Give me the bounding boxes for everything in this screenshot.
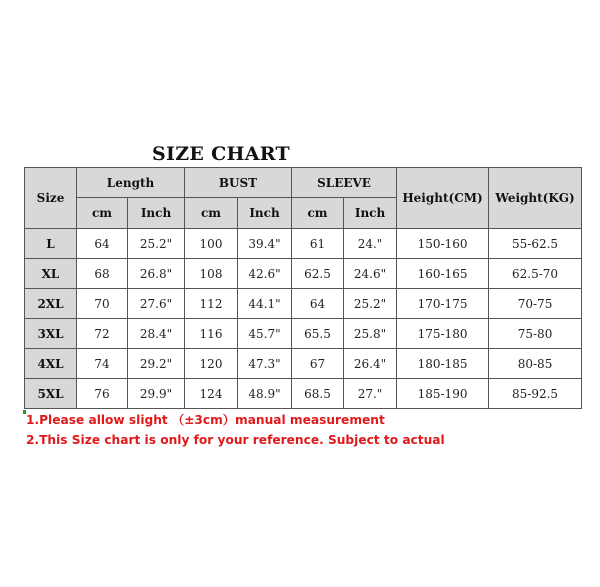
bust-cm-value: 124	[185, 379, 238, 409]
bust-cm-value: 108	[185, 259, 238, 289]
size-label: XL	[25, 259, 77, 289]
note-measurement: 1.Please allow slight （±3cm）manual measurement	[26, 413, 385, 427]
header-size: Size	[25, 168, 77, 229]
length-inch-value: 27.6"	[128, 289, 185, 319]
height-value: 175-180	[397, 319, 489, 349]
weight-value: 85-92.5	[489, 379, 582, 409]
weight-value: 55-62.5	[489, 229, 582, 259]
green-marker	[23, 410, 26, 414]
height-value: 185-190	[397, 379, 489, 409]
weight-value: 70-75	[489, 289, 582, 319]
sleeve-cm-value: 65.5	[292, 319, 344, 349]
length-inch-value: 29.2"	[128, 349, 185, 379]
bust-inch-value: 44.1"	[238, 289, 292, 319]
bust-inch-value: 47.3"	[238, 349, 292, 379]
size-label: 3XL	[25, 319, 77, 349]
table-row	[25, 259, 582, 289]
length-inch-value: 25.2"	[128, 229, 185, 259]
header-row-groups	[25, 168, 582, 198]
sleeve-cm-value: 61	[292, 229, 344, 259]
header-height: Height(CM)	[397, 168, 489, 229]
length-cm-value: 70	[77, 289, 128, 319]
length-cm-value: 76	[77, 379, 128, 409]
table-row	[25, 379, 582, 409]
size-label: 4XL	[25, 349, 77, 379]
size-label: 2XL	[25, 289, 77, 319]
length-cm-value: 64	[77, 229, 128, 259]
header-length-cm: cm	[77, 198, 128, 229]
sleeve-cm-value: 68.5	[292, 379, 344, 409]
sleeve-cm-value: 67	[292, 349, 344, 379]
size-notes	[26, 410, 445, 450]
bust-cm-value: 100	[185, 229, 238, 259]
height-value: 180-185	[397, 349, 489, 379]
table-row	[25, 289, 582, 319]
bust-inch-value: 42.6"	[238, 259, 292, 289]
length-cm-value: 72	[77, 319, 128, 349]
height-value: 160-165	[397, 259, 489, 289]
table-row	[25, 229, 582, 259]
header-length: Length	[77, 168, 185, 198]
size-label: L	[25, 229, 77, 259]
height-value: 170-175	[397, 289, 489, 319]
bust-inch-value: 48.9"	[238, 379, 292, 409]
weight-value: 75-80	[489, 319, 582, 349]
header-weight: Weight(KG)	[489, 168, 582, 229]
table-row	[25, 349, 582, 379]
header-sleeve: SLEEVE	[292, 168, 397, 198]
length-inch-value: 28.4"	[128, 319, 185, 349]
header-bust: BUST	[185, 168, 292, 198]
sleeve-cm-value: 64	[292, 289, 344, 319]
sleeve-inch-value: 24.6"	[344, 259, 397, 289]
weight-value: 80-85	[489, 349, 582, 379]
length-inch-value: 29.9"	[128, 379, 185, 409]
bust-cm-value: 116	[185, 319, 238, 349]
header-sleeve-cm: cm	[292, 198, 344, 229]
header-sleeve-inch: Inch	[344, 198, 397, 229]
size-label: 5XL	[25, 379, 77, 409]
note-reference: 2.This Size chart is only for your reference. Subject to actual	[26, 433, 445, 447]
size-chart-title: SIZE CHART	[152, 143, 290, 165]
sleeve-inch-value: 24."	[344, 229, 397, 259]
length-cm-value: 68	[77, 259, 128, 289]
size-chart-table	[24, 167, 582, 409]
height-value: 150-160	[397, 229, 489, 259]
bust-inch-value: 45.7"	[238, 319, 292, 349]
sleeve-inch-value: 26.4"	[344, 349, 397, 379]
header-bust-inch: Inch	[238, 198, 292, 229]
sleeve-inch-value: 25.8"	[344, 319, 397, 349]
bust-cm-value: 112	[185, 289, 238, 319]
sleeve-cm-value: 62.5	[292, 259, 344, 289]
header-length-inch: Inch	[128, 198, 185, 229]
length-cm-value: 74	[77, 349, 128, 379]
sleeve-inch-value: 25.2"	[344, 289, 397, 319]
bust-inch-value: 39.4"	[238, 229, 292, 259]
weight-value: 62.5-70	[489, 259, 582, 289]
length-inch-value: 26.8"	[128, 259, 185, 289]
header-bust-cm: cm	[185, 198, 238, 229]
bust-cm-value: 120	[185, 349, 238, 379]
table-row	[25, 319, 582, 349]
sleeve-inch-value: 27."	[344, 379, 397, 409]
